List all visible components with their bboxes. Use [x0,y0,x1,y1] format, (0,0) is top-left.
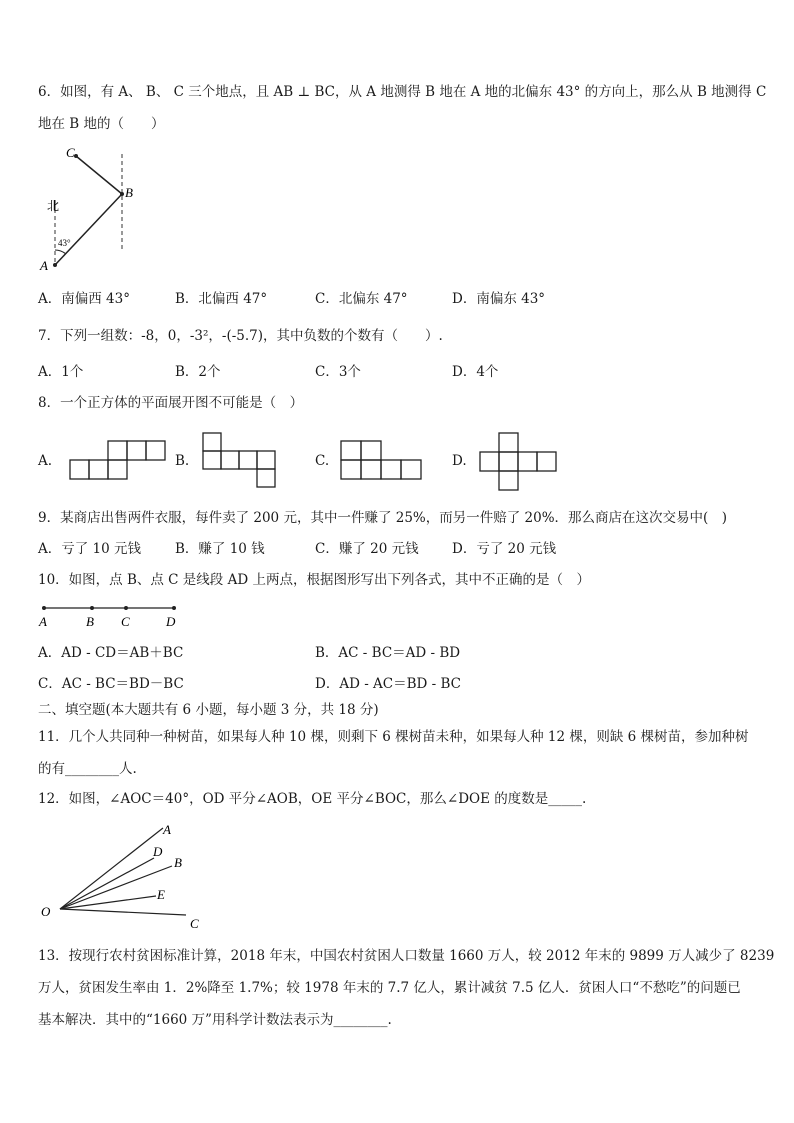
q6-point-b [120,192,124,196]
q6-label-c: C [66,145,75,160]
q10-stem: 10．如图，点 B、点 C 是线段 AD 上两点，根据图形写出下列各式，其中不正确的是（ ） [38,572,590,588]
q8-net-d[interactable] [478,430,560,492]
q10-figure [34,600,184,630]
q6-angle-label: 43° [58,238,71,248]
q6-label-a: A [40,258,48,273]
q7-option-b[interactable]: B．2个 [175,364,221,380]
q6-option-a[interactable]: A．南偏西 43° [38,291,130,307]
q8-option-a-label[interactable]: A. [38,453,53,469]
q12-label-a: A [163,822,171,837]
q10-label-c: C [121,614,130,629]
q6-figure [30,140,140,280]
q9-option-d[interactable]: D．亏了 20 元钱 [452,541,557,557]
q6-label-b: B [125,185,133,200]
q6-option-c[interactable]: C．北偏东 47° [315,291,408,307]
q10-point-b [90,606,94,610]
q6-angle-arc [55,250,66,254]
q12-label-b: B [174,855,182,870]
q10-option-a[interactable]: A．AD - CD＝AB＋BC [38,645,184,661]
q12-label-d: D [153,844,163,859]
q6-stem-line2: 地在 B 地的（ ） [38,116,165,132]
q10-option-d[interactable]: D．AD - AC＝BD - BC [315,676,462,692]
q6-option-d[interactable]: D．南偏东 43° [452,291,546,307]
q6-label-north: 北 [47,199,60,213]
q7-option-d[interactable]: D．4个 [452,364,499,380]
q10-label-d: D [166,614,176,629]
q8-option-c-label[interactable]: C. [315,453,330,469]
q10-point-a [42,606,46,610]
q9-option-a[interactable]: A．亏了 10 元钱 [38,541,142,557]
q6-option-b[interactable]: B．北偏西 47° [175,291,268,307]
q12-ray-ob [60,866,172,909]
q9-stem: 9．某商店出售两件衣服，每件卖了 200 元，其中一件赚了 25%，而另一件赔了 20%．那么商店在这次交易中( ) [38,510,728,526]
q10-option-c[interactable]: C．AC - BC＝BD－BC [38,676,184,692]
q10-label-a: A [39,614,47,629]
q12-label-c: C [190,916,199,931]
q8-option-d-label[interactable]: D. [452,453,467,469]
q11-stem-line2[interactable]: 的有________人. [38,761,137,777]
q12-ray-od [60,858,154,909]
q10-point-d [172,606,176,610]
q10-option-b[interactable]: B．AC - BC＝AD - BD [315,645,461,661]
q8-net-b[interactable] [200,430,280,490]
q8-net-a[interactable] [68,438,170,482]
q12-label-e: E [157,887,165,902]
q13-stem-line3[interactable]: 基本解决．其中的“1660 万”用科学计数法表示为________. [38,1012,392,1028]
q12-figure [36,818,216,934]
q13-stem-line2: 万人，贫困发生率由 1．2%降至 1.7%；较 1978 年末的 7.7 亿人，累计减贫 7.5 亿人．贫困人口“不愁吃”的问题已 [38,980,741,996]
section-fill-in-heading: 二、填空题(本大题共有 6 小题，每小题 3 分，共 18 分) [38,702,379,718]
q6-segment-bc [76,156,122,194]
q9-option-c[interactable]: C．赚了 20 元钱 [315,541,419,557]
q7-stem: 7．下列一组数：-8，0，-3²，-(-5.7)，其中负数的个数有（ ）. [38,328,443,344]
q12-label-o: O [41,904,51,919]
q12-ray-oc [60,909,186,915]
q10-label-b: B [86,614,94,629]
q6-segment-ab [55,194,122,265]
q13-stem-line1: 13．按现行农村贫困标准计算，2018 年末，中国农村贫困人口数量 1660 万人，较 2012 年末的 9899 万人减少了 8239 [38,948,775,964]
q6-point-a [53,263,57,267]
q7-option-a[interactable]: A．1个 [38,364,84,380]
q7-option-c[interactable]: C．3个 [315,364,361,380]
q11-stem-line1: 11．几个人共同种一种树苗，如果每人种 10 棵，则剩下 6 棵树苗未种，如果每人种 12 棵，则缺 6 棵树苗，参加种树 [38,729,749,745]
q8-stem: 8．一个正方体的平面展开图不可能是（ ） [38,395,304,411]
q6-stem-line1: 6．如图，有 A、 B、 C 三个地点，且 AB ⊥ BC，从 A 地测得 B 地在 A 地的北偏东 43° 的方向上，那么从 B 地测得 C [38,84,767,100]
q8-net-c[interactable] [338,438,424,482]
q9-option-b[interactable]: B．赚了 10 钱 [175,541,265,557]
q10-point-c [124,606,128,610]
q8-option-b-label[interactable]: B. [175,453,190,469]
q12-stem[interactable]: 12．如图，∠AOC＝40°，OD 平分∠AOB，OE 平分∠BOC，那么∠DOE 的度数是_____. [38,791,587,807]
